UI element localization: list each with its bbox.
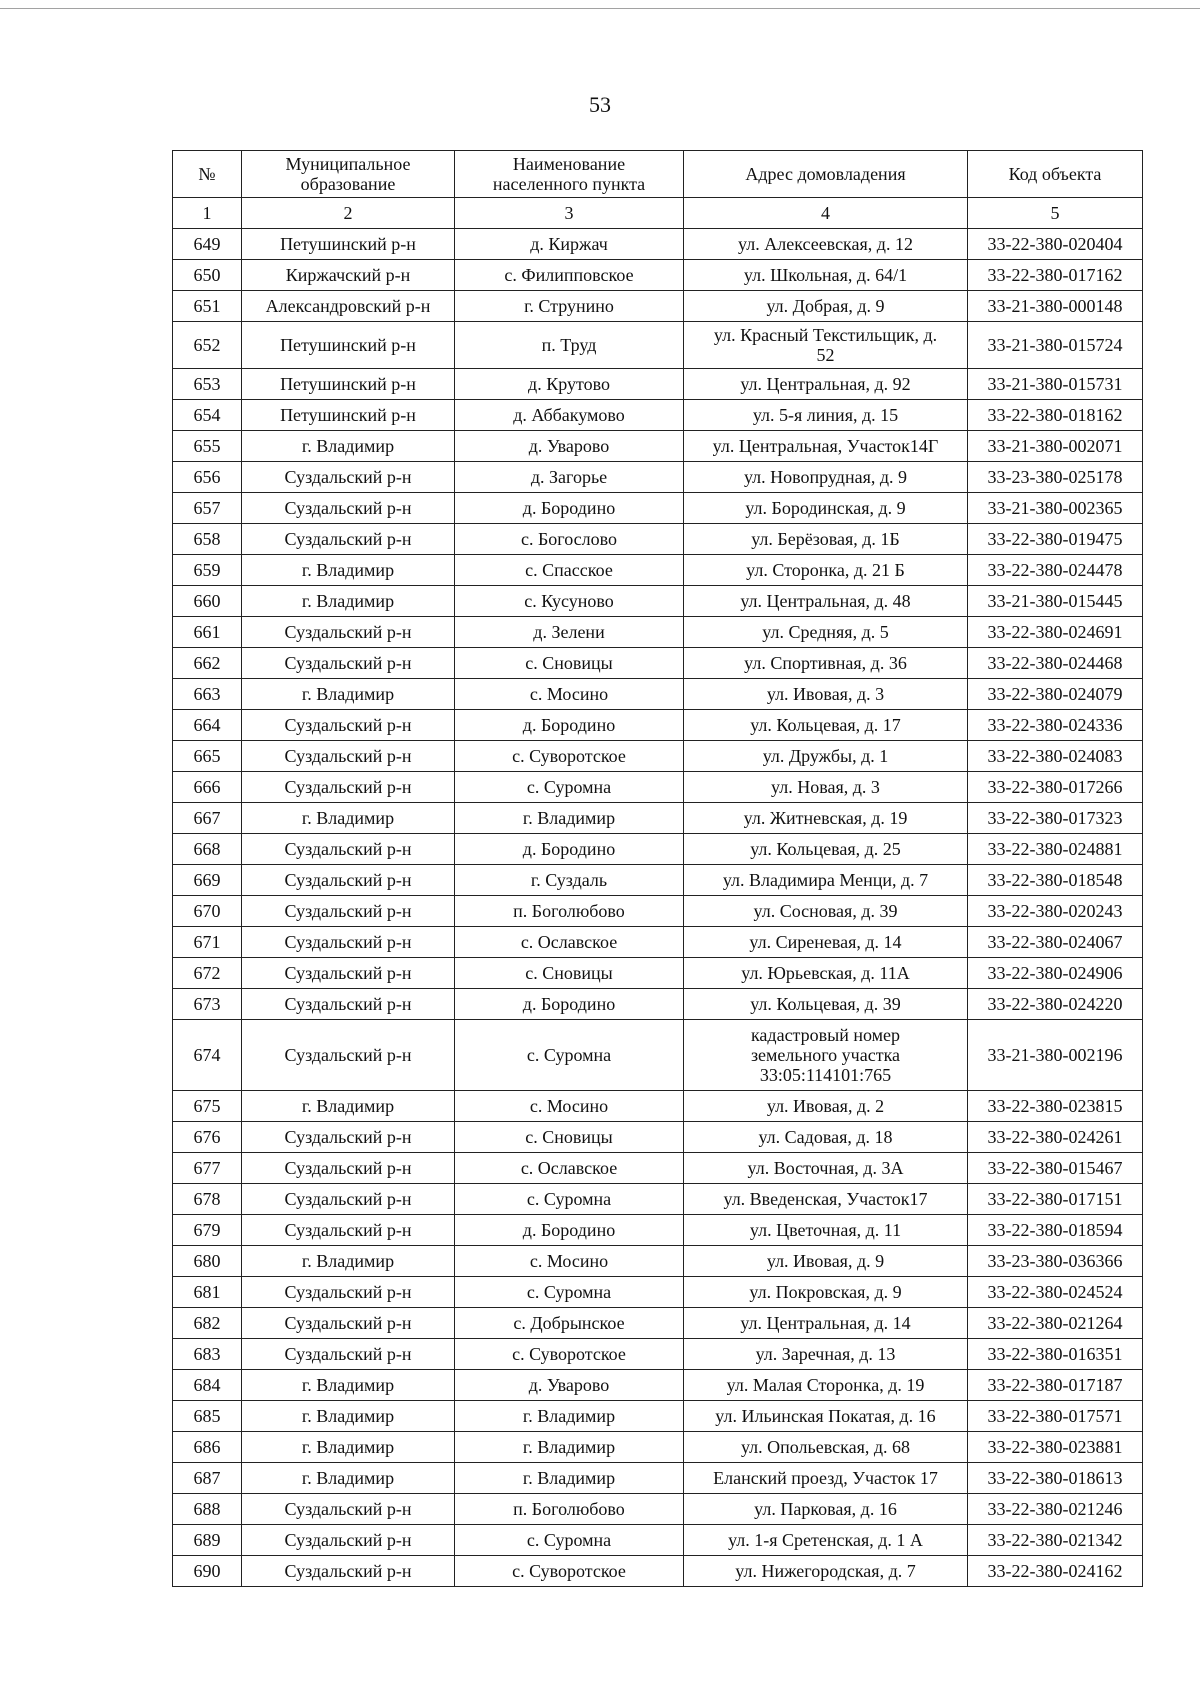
municipality-cell: Суздальский р-н [242, 989, 455, 1020]
settlement-cell: с. Сновицы [455, 958, 684, 989]
address-cell: ул. Житневская, д. 19 [684, 803, 968, 834]
address-cell: ул. Ивовая, д. 3 [684, 679, 968, 710]
settlement-cell: г. Владимир [455, 1401, 684, 1432]
municipality-cell: Киржачский р-н [242, 260, 455, 291]
settlement-cell: с. Ославское [455, 1153, 684, 1184]
object-code-cell: 33-23-380-025178 [968, 462, 1143, 493]
settlement-cell: п. Боголюбово [455, 896, 684, 927]
row-number-cell: 665 [173, 741, 242, 772]
settlement-cell: с. Сновицы [455, 1122, 684, 1153]
object-code-cell: 33-22-380-024906 [968, 958, 1143, 989]
municipality-cell: г. Владимир [242, 1091, 455, 1122]
settlement-cell: д. Уварово [455, 431, 684, 462]
address-cell: ул. Средняя, д. 5 [684, 617, 968, 648]
municipality-cell: Суздальский р-н [242, 648, 455, 679]
object-code-cell: 33-22-380-017323 [968, 803, 1143, 834]
object-code-cell: 33-22-380-024881 [968, 834, 1143, 865]
settlement-cell: с. Суромна [455, 1277, 684, 1308]
municipality-cell: г. Владимир [242, 1401, 455, 1432]
object-code-cell: 33-22-380-024691 [968, 617, 1143, 648]
object-code-cell: 33-22-380-016351 [968, 1339, 1143, 1370]
settlement-cell: д. Киржач [455, 229, 684, 260]
row-number-cell: 687 [173, 1463, 242, 1494]
settlement-cell: с. Мосино [455, 1246, 684, 1277]
row-number-cell: 664 [173, 710, 242, 741]
settlement-cell: д. Загорье [455, 462, 684, 493]
row-number-cell: 659 [173, 555, 242, 586]
address-cell: ул. Ильинская Покатая, д. 16 [684, 1401, 968, 1432]
table-row [173, 741, 1143, 772]
row-number-cell: 653 [173, 369, 242, 400]
object-code-cell: 33-22-380-018594 [968, 1215, 1143, 1246]
address-cell: ул. Покровская, д. 9 [684, 1277, 968, 1308]
table-row [173, 989, 1143, 1020]
row-number-cell: 652 [173, 322, 242, 369]
row-number-cell: 681 [173, 1277, 242, 1308]
municipality-cell: Суздальский р-н [242, 834, 455, 865]
municipality-cell: Суздальский р-н [242, 1122, 455, 1153]
address-cell: ул. Бородинская, д. 9 [684, 493, 968, 524]
row-number-cell: 678 [173, 1184, 242, 1215]
settlement-cell: г. Суздаль [455, 865, 684, 896]
object-code-cell: 33-22-380-017162 [968, 260, 1143, 291]
column-number: 4 [684, 198, 968, 229]
row-number-cell: 661 [173, 617, 242, 648]
settlement-cell: с. Сновицы [455, 648, 684, 679]
address-cell: ул. Красный Текстильщик, д. 52 [684, 322, 968, 369]
row-number-cell: 676 [173, 1122, 242, 1153]
address-cell: ул. Введенская, Участок17 [684, 1184, 968, 1215]
column-number-row [173, 198, 1143, 229]
row-number-cell: 683 [173, 1339, 242, 1370]
address-cell: ул. Ивовая, д. 2 [684, 1091, 968, 1122]
table-row [173, 648, 1143, 679]
address-cell: ул. Центральная, д. 48 [684, 586, 968, 617]
row-number-cell: 686 [173, 1432, 242, 1463]
settlement-cell: с. Кусуново [455, 586, 684, 617]
object-code-cell: 33-22-380-023881 [968, 1432, 1143, 1463]
object-code-cell: 33-22-380-024336 [968, 710, 1143, 741]
column-number: 3 [455, 198, 684, 229]
address-cell: ул. Спортивная, д. 36 [684, 648, 968, 679]
address-cell: ул. Юрьевская, д. 11А [684, 958, 968, 989]
object-code-cell: 33-22-380-021246 [968, 1494, 1143, 1525]
municipality-cell: Суздальский р-н [242, 1277, 455, 1308]
municipality-cell: Суздальский р-н [242, 493, 455, 524]
row-number-cell: 673 [173, 989, 242, 1020]
row-number-cell: 667 [173, 803, 242, 834]
table-row [173, 322, 1143, 369]
scan-edge-line [0, 8, 1200, 15]
address-cell: ул. Сосновая, д. 39 [684, 896, 968, 927]
settlement-cell: г. Владимир [455, 1463, 684, 1494]
address-cell: ул. Парковая, д. 16 [684, 1494, 968, 1525]
table-row [173, 1463, 1143, 1494]
address-cell: ул. Садовая, д. 18 [684, 1122, 968, 1153]
settlement-cell: с. Богослово [455, 524, 684, 555]
address-cell: ул. Опольевская, д. 68 [684, 1432, 968, 1463]
table-row [173, 772, 1143, 803]
address-cell: кадастровый номер земельного участка 33:05:114101:765 [684, 1020, 968, 1091]
row-number-cell: 674 [173, 1020, 242, 1091]
settlement-cell: д. Бородино [455, 989, 684, 1020]
row-number-cell: 680 [173, 1246, 242, 1277]
table-row [173, 1277, 1143, 1308]
row-number-cell: 657 [173, 493, 242, 524]
municipality-cell: г. Владимир [242, 1432, 455, 1463]
table-row [173, 260, 1143, 291]
row-number-cell: 663 [173, 679, 242, 710]
object-code-cell: 33-21-380-000148 [968, 291, 1143, 322]
table-row [173, 927, 1143, 958]
row-number-cell: 677 [173, 1153, 242, 1184]
address-cell: ул. Кольцевая, д. 39 [684, 989, 968, 1020]
object-code-cell: 33-22-380-024478 [968, 555, 1143, 586]
table-row [173, 1246, 1143, 1277]
address-cell: ул. Центральная, д. 14 [684, 1308, 968, 1339]
row-number-cell: 684 [173, 1370, 242, 1401]
municipality-cell: Петушинский р-н [242, 400, 455, 431]
column-number: 1 [173, 198, 242, 229]
object-code-cell: 33-22-380-017266 [968, 772, 1143, 803]
table-row [173, 958, 1143, 989]
table-row [173, 679, 1143, 710]
municipality-cell: Суздальский р-н [242, 1215, 455, 1246]
municipality-cell: Суздальский р-н [242, 1153, 455, 1184]
table-row [173, 1215, 1143, 1246]
object-code-cell: 33-22-380-017571 [968, 1401, 1143, 1432]
municipality-cell: Петушинский р-н [242, 322, 455, 369]
municipality-cell: г. Владимир [242, 555, 455, 586]
municipality-cell: Суздальский р-н [242, 617, 455, 648]
object-code-cell: 33-22-380-024220 [968, 989, 1143, 1020]
table-row [173, 229, 1143, 260]
municipality-cell: г. Владимир [242, 431, 455, 462]
table-row [173, 462, 1143, 493]
settlement-cell: д. Бородино [455, 1215, 684, 1246]
object-code-cell: 33-22-380-024524 [968, 1277, 1143, 1308]
municipality-cell: г. Владимир [242, 1246, 455, 1277]
table-row [173, 586, 1143, 617]
table-row [173, 1525, 1143, 1556]
households-table [172, 150, 1143, 1587]
address-cell: ул. Владимира Менци, д. 7 [684, 865, 968, 896]
table-row [173, 896, 1143, 927]
table-row [173, 1339, 1143, 1370]
settlement-cell: д. Уварово [455, 1370, 684, 1401]
settlement-cell: д. Зелени [455, 617, 684, 648]
table-row [173, 1401, 1143, 1432]
settlement-cell: с. Суромна [455, 1020, 684, 1091]
object-code-cell: 33-22-380-024162 [968, 1556, 1143, 1587]
table-row [173, 710, 1143, 741]
municipality-cell: Александровский р-н [242, 291, 455, 322]
address-cell: ул. Ивовая, д. 9 [684, 1246, 968, 1277]
object-code-cell: 33-22-380-015467 [968, 1153, 1143, 1184]
settlement-cell: с. Мосино [455, 1091, 684, 1122]
municipality-cell: г. Владимир [242, 679, 455, 710]
address-cell: ул. Кольцевая, д. 17 [684, 710, 968, 741]
row-number-cell: 651 [173, 291, 242, 322]
row-number-cell: 669 [173, 865, 242, 896]
table-row [173, 493, 1143, 524]
row-number-cell: 689 [173, 1525, 242, 1556]
settlement-cell: с. Филипповское [455, 260, 684, 291]
object-code-cell: 33-22-380-020243 [968, 896, 1143, 927]
address-cell: ул. 5-я линия, д. 15 [684, 400, 968, 431]
municipality-cell: Петушинский р-н [242, 229, 455, 260]
municipality-cell: Суздальский р-н [242, 958, 455, 989]
table-row [173, 1556, 1143, 1587]
address-cell: ул. Сиреневая, д. 14 [684, 927, 968, 958]
settlement-cell: г. Владимир [455, 1432, 684, 1463]
address-cell: Еланский проезд, Участок 17 [684, 1463, 968, 1494]
row-number-cell: 650 [173, 260, 242, 291]
object-code-cell: 33-21-380-015445 [968, 586, 1143, 617]
municipality-cell: Суздальский р-н [242, 865, 455, 896]
row-number-cell: 666 [173, 772, 242, 803]
column-number: 2 [242, 198, 455, 229]
table-row [173, 1122, 1143, 1153]
municipality-cell: Суздальский р-н [242, 1020, 455, 1091]
object-code-cell: 33-22-380-019475 [968, 524, 1143, 555]
object-code-cell: 33-22-380-018548 [968, 865, 1143, 896]
object-code-cell: 33-22-380-023815 [968, 1091, 1143, 1122]
table-row [173, 1370, 1143, 1401]
municipality-cell: Суздальский р-н [242, 1556, 455, 1587]
municipality-cell: Суздальский р-н [242, 462, 455, 493]
table-row [173, 865, 1143, 896]
row-number-cell: 690 [173, 1556, 242, 1587]
table-row [173, 369, 1143, 400]
object-code-cell: 33-22-380-018613 [968, 1463, 1143, 1494]
row-number-cell: 675 [173, 1091, 242, 1122]
address-cell: ул. Центральная, Участок14Г [684, 431, 968, 462]
column-number: 5 [968, 198, 1143, 229]
municipality-cell: Суздальский р-н [242, 1494, 455, 1525]
object-code-cell: 33-22-380-024079 [968, 679, 1143, 710]
object-code-cell: 33-22-380-018162 [968, 400, 1143, 431]
address-cell: ул. Сторонка, д. 21 Б [684, 555, 968, 586]
table-row [173, 1091, 1143, 1122]
object-code-cell: 33-22-380-021264 [968, 1308, 1143, 1339]
address-cell: ул. Восточная, д. 3А [684, 1153, 968, 1184]
object-code-cell: 33-22-380-024083 [968, 741, 1143, 772]
row-number-cell: 679 [173, 1215, 242, 1246]
settlement-cell: с. Суворотское [455, 1339, 684, 1370]
address-cell: ул. Новопрудная, д. 9 [684, 462, 968, 493]
row-number-cell: 668 [173, 834, 242, 865]
object-code-cell: 33-22-380-024261 [968, 1122, 1143, 1153]
row-number-cell: 656 [173, 462, 242, 493]
object-code-cell: 33-21-380-002071 [968, 431, 1143, 462]
object-code-cell: 33-21-380-015724 [968, 322, 1143, 369]
settlement-cell: д. Бородино [455, 493, 684, 524]
settlement-cell: с. Ославское [455, 927, 684, 958]
address-cell: ул. Алексеевская, д. 12 [684, 229, 968, 260]
settlement-cell: г. Струнино [455, 291, 684, 322]
object-code-cell: 33-22-380-017187 [968, 1370, 1143, 1401]
table-header-row [173, 151, 1143, 198]
municipality-cell: Суздальский р-н [242, 896, 455, 927]
object-code-cell: 33-21-380-015731 [968, 369, 1143, 400]
address-cell: ул. Добрая, д. 9 [684, 291, 968, 322]
object-code-cell: 33-22-380-020404 [968, 229, 1143, 260]
table-row [173, 834, 1143, 865]
row-number-cell: 670 [173, 896, 242, 927]
settlement-cell: с. Добрынское [455, 1308, 684, 1339]
row-number-cell: 671 [173, 927, 242, 958]
header-number: № [173, 151, 242, 198]
municipality-cell: г. Владимир [242, 1463, 455, 1494]
municipality-cell: Суздальский р-н [242, 772, 455, 803]
table-row [173, 400, 1143, 431]
object-code-cell: 33-22-380-024067 [968, 927, 1143, 958]
settlement-cell: г. Владимир [455, 803, 684, 834]
settlement-cell: д. Аббакумово [455, 400, 684, 431]
table-row [173, 1153, 1143, 1184]
table-row [173, 803, 1143, 834]
municipality-cell: Петушинский р-н [242, 369, 455, 400]
settlement-cell: с. Спасское [455, 555, 684, 586]
settlement-cell: д. Крутово [455, 369, 684, 400]
row-number-cell: 660 [173, 586, 242, 617]
address-cell: ул. Заречная, д. 13 [684, 1339, 968, 1370]
address-cell: ул. Малая Сторонка, д. 19 [684, 1370, 968, 1401]
object-code-cell: 33-23-380-036366 [968, 1246, 1143, 1277]
row-number-cell: 672 [173, 958, 242, 989]
table-row [173, 1432, 1143, 1463]
address-cell: ул. Новая, д. 3 [684, 772, 968, 803]
row-number-cell: 662 [173, 648, 242, 679]
table-row [173, 1184, 1143, 1215]
settlement-cell: д. Бородино [455, 710, 684, 741]
municipality-cell: г. Владимир [242, 1370, 455, 1401]
table-row [173, 431, 1143, 462]
settlement-cell: п. Труд [455, 322, 684, 369]
settlement-cell: с. Суромна [455, 1525, 684, 1556]
address-cell: ул. Цветочная, д. 11 [684, 1215, 968, 1246]
object-code-cell: 33-22-380-024468 [968, 648, 1143, 679]
settlement-cell: с. Суворотское [455, 1556, 684, 1587]
header-settlement: Наименование населенного пункта [455, 151, 684, 198]
table-row [173, 1020, 1143, 1091]
municipality-cell: Суздальский р-н [242, 1184, 455, 1215]
object-code-cell: 33-22-380-017151 [968, 1184, 1143, 1215]
settlement-cell: с. Суромна [455, 1184, 684, 1215]
address-cell: ул. Школьная, д. 64/1 [684, 260, 968, 291]
table-body [173, 229, 1143, 1587]
address-cell: ул. Центральная, д. 92 [684, 369, 968, 400]
row-number-cell: 654 [173, 400, 242, 431]
object-code-cell: 33-21-380-002365 [968, 493, 1143, 524]
table-row [173, 1494, 1143, 1525]
municipality-cell: Суздальский р-н [242, 524, 455, 555]
row-number-cell: 649 [173, 229, 242, 260]
settlement-cell: с. Мосино [455, 679, 684, 710]
address-cell: ул. Нижегородская, д. 7 [684, 1556, 968, 1587]
municipality-cell: Суздальский р-н [242, 1308, 455, 1339]
row-number-cell: 658 [173, 524, 242, 555]
municipality-cell: г. Владимир [242, 803, 455, 834]
municipality-cell: Суздальский р-н [242, 927, 455, 958]
row-number-cell: 688 [173, 1494, 242, 1525]
address-cell: ул. Берёзовая, д. 1Б [684, 524, 968, 555]
address-cell: ул. Дружбы, д. 1 [684, 741, 968, 772]
header-object-code: Код объекта [968, 151, 1143, 198]
table-row [173, 617, 1143, 648]
table-row [173, 524, 1143, 555]
table-row [173, 555, 1143, 586]
table-row [173, 291, 1143, 322]
row-number-cell: 682 [173, 1308, 242, 1339]
page-number: 53 [589, 92, 611, 117]
settlement-cell: с. Суворотское [455, 741, 684, 772]
header-address: Адрес домовладения [684, 151, 968, 198]
object-code-cell: 33-22-380-021342 [968, 1525, 1143, 1556]
municipality-cell: Суздальский р-н [242, 741, 455, 772]
municipality-cell: Суздальский р-н [242, 1525, 455, 1556]
header-municipality: Муниципальное образование [242, 151, 455, 198]
address-cell: ул. Кольцевая, д. 25 [684, 834, 968, 865]
row-number-cell: 685 [173, 1401, 242, 1432]
settlement-cell: с. Суромна [455, 772, 684, 803]
object-code-cell: 33-21-380-002196 [968, 1020, 1143, 1091]
table-row [173, 1308, 1143, 1339]
municipality-cell: Суздальский р-н [242, 1339, 455, 1370]
settlement-cell: д. Бородино [455, 834, 684, 865]
municipality-cell: г. Владимир [242, 586, 455, 617]
address-cell: ул. 1-я Сретенская, д. 1 А [684, 1525, 968, 1556]
settlement-cell: п. Боголюбово [455, 1494, 684, 1525]
row-number-cell: 655 [173, 431, 242, 462]
municipality-cell: Суздальский р-н [242, 710, 455, 741]
